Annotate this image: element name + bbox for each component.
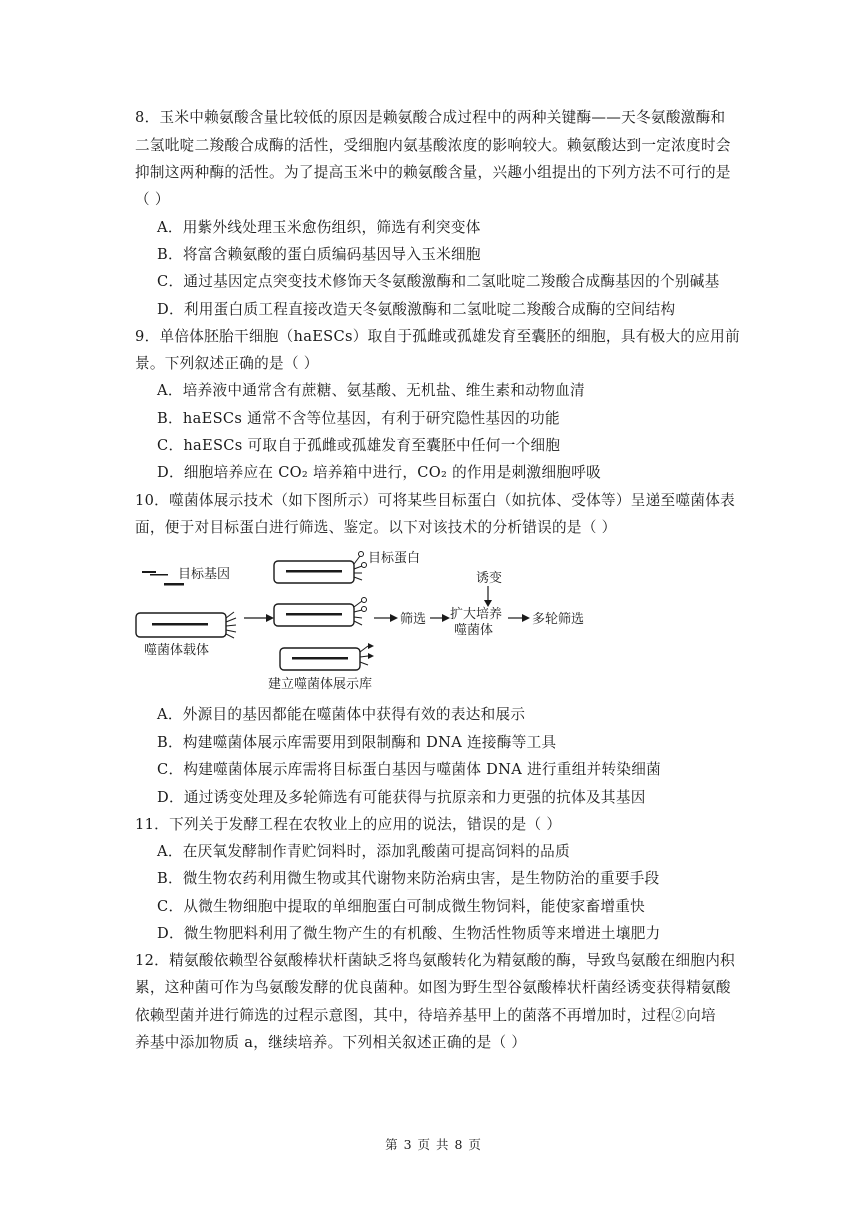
arrow-to-library — [244, 614, 274, 622]
q9-option-c: C．haESCs 可取自于孤雌或孤雄发育至囊胚中任何一个细胞 — [157, 437, 561, 454]
arrow-to-expand — [430, 614, 450, 622]
q8-option-c: C．通过基因定点突变技术修饰天冬氨酸激酶和二氢吡啶二羧酸合成酶基因的个别碱基 — [157, 273, 720, 290]
q10-option-b: B．构建噬菌体展示库需要用到限制酶和 DNA 连接酶等工具 — [157, 734, 557, 751]
q8-line-4: （ ） — [135, 191, 170, 208]
library-phage-2 — [274, 598, 367, 627]
q11-option-d: D．微生物肥料利用了微生物产生的有机酸、生物活性物质等来增进土壤肥力 — [157, 925, 661, 942]
arrow-to-screen — [374, 614, 398, 622]
q12-line-2: 累，这种菌可作为鸟氨酸发酵的优良菌种。如图为野生型谷氨酸棒状杆菌经诱变获得精氨酸 — [135, 979, 731, 996]
q9-line-2: 景。下列叙述正确的是（ ） — [135, 355, 319, 372]
q8-option-d: D．利用蛋白质工程直接改造天冬氨酸激酶和二氢吡啶二羧酸合成酶的空间结构 — [157, 301, 676, 318]
q8-option-b: B．将富含赖氨酸的蛋白质编码基因导入玉米细胞 — [157, 246, 481, 263]
q8-line-1: 8．玉米中赖氨酸含量比较低的原因是赖氨酸合成过程中的两种关键酶——天冬氨酸激酶和 — [135, 109, 726, 126]
label-mutagenesis: 诱变 — [476, 571, 503, 586]
q8-line-3: 抑制这两种酶的活性。为了提高玉米中的赖氨酸含量，兴趣小组提出的下列方法不可行的是 — [135, 164, 731, 181]
q11-line-1: 11．下列关于发酵工程在农牧业上的应用的说法，错误的是（ ） — [135, 816, 562, 833]
label-screen: 筛选 — [400, 612, 427, 627]
q11-option-a: A．在厌氧发酵制作青贮饲料时，添加乳酸菌可提高饲料的品质 — [157, 843, 570, 860]
library-phage-3 — [280, 643, 374, 670]
q10-line-1: 10．噬菌体展示技术（如下图所示）可将某些目标蛋白（如抗体、受体等）呈递至噬菌体表 — [135, 492, 736, 509]
q10-option-a: A．外源目的基因都能在噬菌体中获得有效的表达和展示 — [157, 706, 526, 723]
q9-option-b: B．haESCs 通常不含等位基因，有利于研究隐性基因的功能 — [157, 410, 560, 427]
arrow-mutagenesis — [484, 586, 492, 607]
label-expand-2: 噬菌体 — [454, 623, 494, 638]
q11-option-b: B．微生物农药利用微生物或其代谢物来防治病虫害，是生物防治的重要手段 — [157, 870, 660, 887]
q12-line-4: 养基中添加物质 a，继续培养。下列相关叙述正确的是（ ） — [135, 1034, 527, 1051]
q11-option-c: C．从微生物细胞中提取的单细胞蛋白可制成微生物饲料，能使家畜增重快 — [157, 898, 646, 915]
label-library: 建立噬菌体展示库 — [268, 677, 373, 692]
label-phage-vector: 噬菌体载体 — [144, 643, 210, 658]
phage-display-diagram — [128, 548, 598, 698]
page-footer: 第 3 页 共 8 页 — [385, 1137, 482, 1152]
q9-line-1: 9．单倍体胚胎干细胞（haESCs）取自于孤雌或孤雄发育至囊胚的细胞，具有极大的应用前 — [135, 328, 740, 345]
phage-vector — [136, 612, 236, 638]
q8-line-2: 二氢吡啶二羧酸合成酶的活性，受细胞内氨基酸浓度的影响较大。赖氨酸达到一定浓度时会 — [135, 137, 731, 154]
q10-option-c: C．构建噬菌体展示库需将目标蛋白基因与噬菌体 DNA 进行重组并转染细菌 — [157, 761, 662, 778]
label-expand-1: 扩大培养 — [450, 607, 503, 622]
q12-line-3: 依赖型菌并进行筛选的过程示意图，其中，待培养基甲上的菌落不再增加时，过程②向培 — [135, 1007, 716, 1024]
label-target-protein: 目标蛋白 — [368, 551, 421, 566]
q9-option-a: A．培养液中通常含有蔗糖、氨基酸、无机盐、维生素和动物血清 — [157, 382, 585, 399]
q10-line-2: 面，便于对目标蛋白进行筛选、鉴定。以下对该技术的分析错误的是（ ） — [135, 519, 617, 536]
q12-line-1: 12．精氨酸依赖型谷氨酸棒状杆菌缺乏将鸟氨酸转化为精氨酸的酶，导致鸟氨酸在细胞内积 — [135, 952, 736, 969]
q8-option-a: A．用紫外线处理玉米愈伤组织，筛选有利突变体 — [157, 219, 481, 236]
arrow-to-multi-screen — [508, 614, 530, 622]
library-phage-1 — [274, 552, 367, 584]
label-multi-screen: 多轮筛选 — [532, 612, 585, 627]
q9-option-d: D．细胞培养应在 CO₂ 培养箱中进行，CO₂ 的作用是刺激细胞呼吸 — [157, 464, 602, 481]
label-target-gene: 目标基因 — [178, 567, 231, 582]
q10-option-d: D．通过诱变处理及多轮筛选有可能获得与抗原亲和力更强的抗体及其基因 — [157, 789, 646, 806]
